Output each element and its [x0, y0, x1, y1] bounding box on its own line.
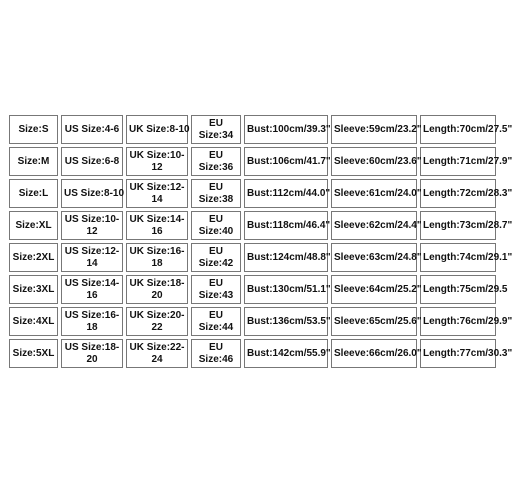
sleeve-cell: Sleeve:66cm/26.0"	[331, 339, 417, 368]
length-cell: Length:73cm/28.7"	[420, 211, 496, 240]
uk-size-cell: UK Size:12-14	[126, 179, 188, 208]
eu-size-cell: EU Size:40	[191, 211, 241, 240]
us-size-cell: US Size:18-20	[61, 339, 123, 368]
bust-cell: Bust:124cm/48.8"	[244, 243, 328, 272]
uk-size-cell: UK Size:10-12	[126, 147, 188, 176]
table-row	[9, 307, 496, 336]
size-cell: Size:XL	[9, 211, 58, 240]
uk-size-cell: UK Size:14-16	[126, 211, 188, 240]
sleeve-cell: Sleeve:63cm/24.8"	[331, 243, 417, 272]
uk-size-cell: UK Size:8-10	[126, 115, 188, 144]
us-size-cell: US Size:8-10	[61, 179, 123, 208]
table-row	[9, 147, 496, 176]
size-cell: Size:M	[9, 147, 58, 176]
uk-size-cell: UK Size:20-22	[126, 307, 188, 336]
bust-cell: Bust:142cm/55.9"	[244, 339, 328, 368]
table-row	[9, 115, 496, 144]
table-row	[9, 179, 496, 208]
sleeve-cell: Sleeve:65cm/25.6"	[331, 307, 417, 336]
us-size-cell: US Size:14-16	[61, 275, 123, 304]
size-cell: Size:2XL	[9, 243, 58, 272]
bust-cell: Bust:118cm/46.4"	[244, 211, 328, 240]
uk-size-cell: UK Size:22-24	[126, 339, 188, 368]
us-size-cell: US Size:16-18	[61, 307, 123, 336]
us-size-cell: US Size:10-12	[61, 211, 123, 240]
eu-size-cell: EU Size:43	[191, 275, 241, 304]
us-size-cell: US Size:12-14	[61, 243, 123, 272]
size-cell: Size:5XL	[9, 339, 58, 368]
eu-size-cell: EU Size:36	[191, 147, 241, 176]
table-row	[9, 243, 496, 272]
bust-cell: Bust:112cm/44.0"	[244, 179, 328, 208]
sleeve-cell: Sleeve:62cm/24.4"	[331, 211, 417, 240]
eu-size-cell: EU Size:38	[191, 179, 241, 208]
length-cell: Length:77cm/30.3"	[420, 339, 496, 368]
length-cell: Length:75cm/29.5	[420, 275, 496, 304]
eu-size-cell: EU Size:44	[191, 307, 241, 336]
us-size-cell: US Size:6-8	[61, 147, 123, 176]
length-cell: Length:72cm/28.3"	[420, 179, 496, 208]
length-cell: Length:74cm/29.1"	[420, 243, 496, 272]
length-cell: Length:76cm/29.9"	[420, 307, 496, 336]
table-row	[9, 339, 496, 368]
eu-size-cell: EU Size:34	[191, 115, 241, 144]
size-cell: Size:3XL	[9, 275, 58, 304]
sleeve-cell: Sleeve:60cm/23.6"	[331, 147, 417, 176]
table-row	[9, 211, 496, 240]
bust-cell: Bust:106cm/41.7"	[244, 147, 328, 176]
length-cell: Length:71cm/27.9"	[420, 147, 496, 176]
eu-size-cell: EU Size:42	[191, 243, 241, 272]
length-cell: Length:70cm/27.5"	[420, 115, 496, 144]
bust-cell: Bust:100cm/39.3"	[244, 115, 328, 144]
eu-size-cell: EU Size:46	[191, 339, 241, 368]
uk-size-cell: UK Size:18-20	[126, 275, 188, 304]
table-row	[9, 275, 496, 304]
size-chart-table	[6, 112, 512, 371]
us-size-cell: US Size:4-6	[61, 115, 123, 144]
bust-cell: Bust:130cm/51.1"	[244, 275, 328, 304]
sleeve-cell: Sleeve:61cm/24.0"	[331, 179, 417, 208]
size-cell: Size:4XL	[9, 307, 58, 336]
size-cell: Size:S	[9, 115, 58, 144]
size-cell: Size:L	[9, 179, 58, 208]
bust-cell: Bust:136cm/53.5"	[244, 307, 328, 336]
uk-size-cell: UK Size:16-18	[126, 243, 188, 272]
sleeve-cell: Sleeve:64cm/25.2"	[331, 275, 417, 304]
sleeve-cell: Sleeve:59cm/23.2"	[331, 115, 417, 144]
